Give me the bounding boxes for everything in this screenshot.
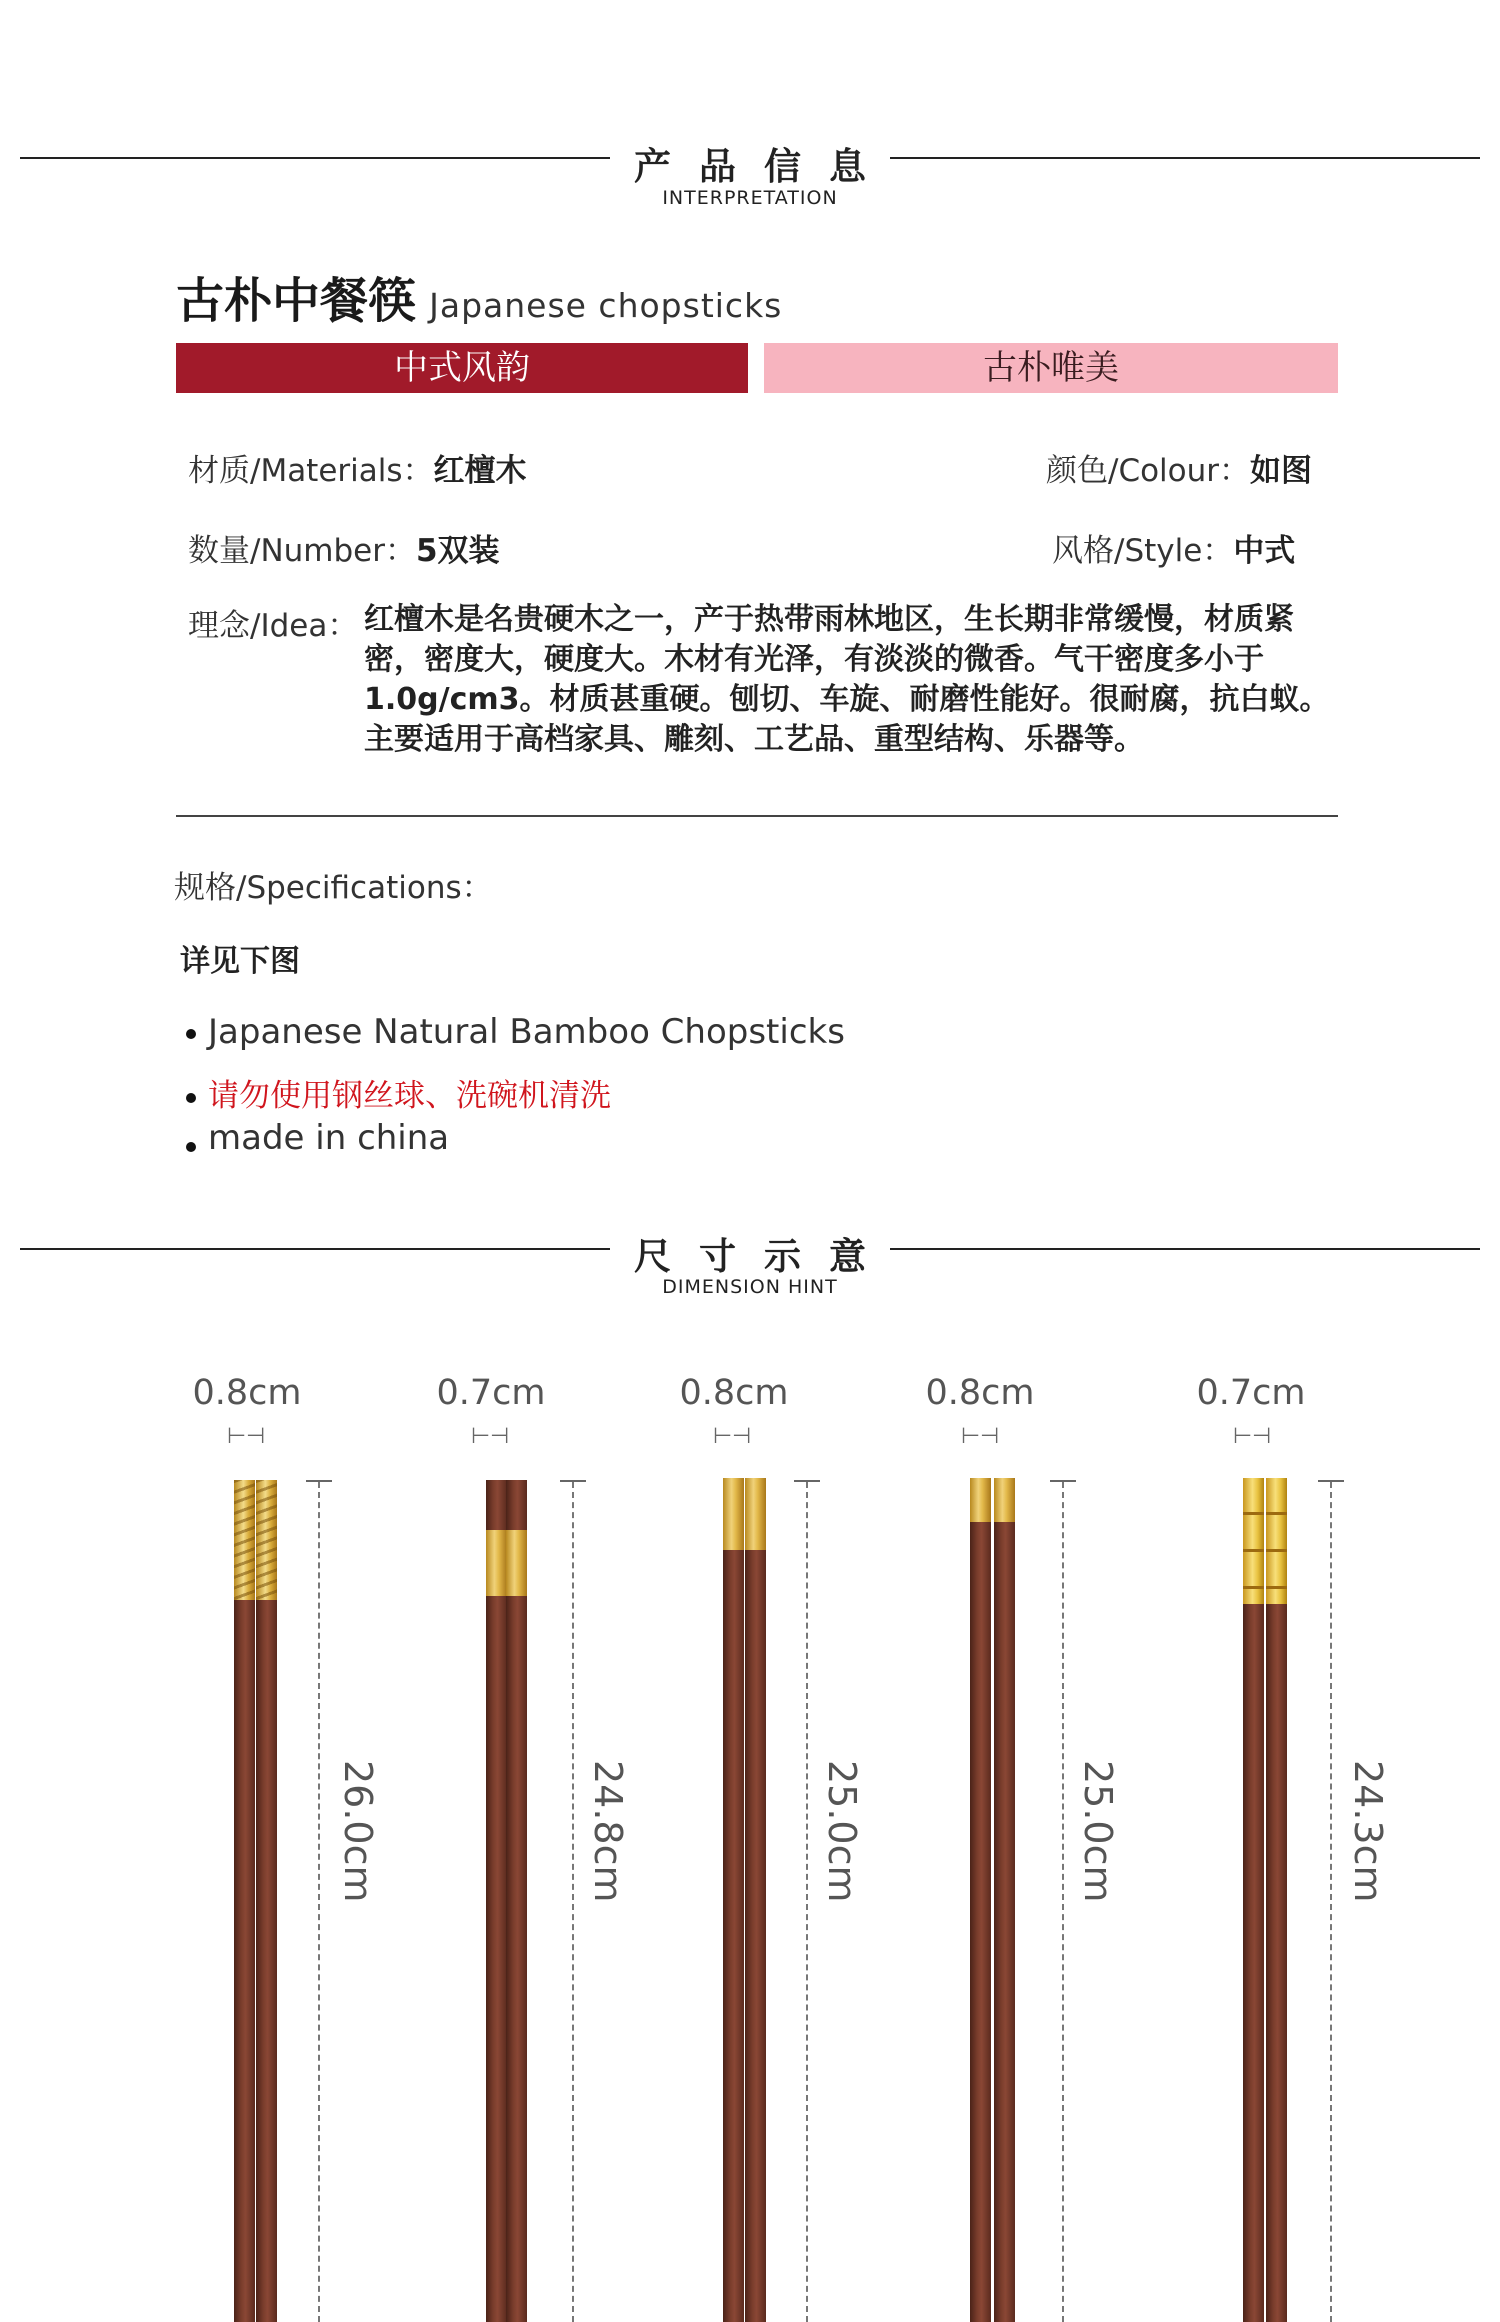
chopstick bbox=[1243, 1480, 1264, 2322]
attr-idea-label: 理念/Idea： bbox=[188, 608, 359, 644]
chopstick-cap bbox=[994, 1478, 1015, 1522]
product-title-en: Japanese chopsticks bbox=[429, 286, 783, 325]
product-title bbox=[176, 262, 782, 331]
dimension-line bbox=[1062, 1482, 1064, 2322]
chopstick bbox=[1266, 1480, 1287, 2322]
attr-number bbox=[188, 525, 500, 570]
section-dimension-title: 尺寸示意 bbox=[634, 1235, 894, 1278]
width-mark: ⊢⊣ bbox=[712, 1424, 752, 1449]
chopstick bbox=[994, 1480, 1015, 2322]
specs-sub: 详见下图 bbox=[180, 944, 300, 979]
chopstick-cap bbox=[234, 1480, 255, 1600]
attr-number-value: 5双装 bbox=[415, 533, 500, 569]
bullet-dot-icon bbox=[186, 1142, 196, 1152]
chopstick-cap-fu bbox=[745, 1478, 766, 1550]
chopstick-cap bbox=[486, 1530, 507, 1596]
width-mark: ⊢⊣ bbox=[470, 1424, 510, 1449]
attr-colour-label: 颜色/Colour： bbox=[1046, 453, 1251, 489]
chopstick-cap bbox=[256, 1480, 277, 1600]
dimension-line bbox=[1330, 1482, 1332, 2322]
bullet-text: made in china bbox=[208, 1118, 450, 1158]
width-label: 0.7cm bbox=[436, 1373, 546, 1413]
banner-chinese-style: 中式风韵 bbox=[176, 343, 748, 393]
chopstick-cap bbox=[1243, 1478, 1264, 1604]
chopstick bbox=[256, 1480, 277, 2322]
attr-materials-label: 材质/Materials： bbox=[188, 453, 434, 489]
length-label: 25.0cm bbox=[820, 1760, 864, 1903]
banner-rustic-beauty: 古朴唯美 bbox=[764, 343, 1338, 393]
attr-materials-value: 红檀木 bbox=[433, 453, 527, 489]
attr-style bbox=[1052, 525, 1295, 570]
list-item-warning bbox=[186, 1070, 611, 1115]
attr-colour bbox=[1046, 445, 1312, 490]
bullet-text: Japanese Natural Bamboo Chopsticks bbox=[208, 1012, 845, 1052]
length-label: 26.0cm bbox=[336, 1760, 380, 1903]
divider bbox=[176, 815, 1338, 817]
attr-style-label: 风格/Style： bbox=[1052, 533, 1234, 569]
attr-style-value: 中式 bbox=[1233, 533, 1296, 569]
chopstick-cap bbox=[970, 1478, 991, 1522]
bullet-text: 请勿使用钢丝球、洗碗机清洗 bbox=[208, 1078, 611, 1114]
list-item bbox=[186, 1012, 845, 1052]
section-info-title: 产品信息 bbox=[634, 145, 894, 188]
chopstick-cap bbox=[1266, 1478, 1287, 1604]
chopstick-cap-fu bbox=[723, 1478, 744, 1550]
list-item bbox=[186, 1118, 449, 1158]
chopstick bbox=[486, 1480, 507, 2322]
width-label: 0.8cm bbox=[192, 1373, 302, 1413]
chopstick bbox=[506, 1480, 527, 2322]
width-mark: ⊢⊣ bbox=[1232, 1424, 1272, 1449]
section-dimension-subtitle: DIMENSION HINT bbox=[662, 1276, 838, 1298]
width-mark: ⊢⊣ bbox=[226, 1424, 266, 1449]
section-info-subtitle: INTERPRETATION bbox=[662, 187, 838, 209]
width-mark: ⊢⊣ bbox=[960, 1424, 1000, 1449]
chopstick bbox=[970, 1480, 991, 2322]
chopstick-cap bbox=[506, 1530, 527, 1596]
dimension-line bbox=[806, 1482, 808, 2322]
width-label: 0.8cm bbox=[679, 1373, 789, 1413]
attr-materials bbox=[188, 445, 527, 490]
chopstick bbox=[723, 1480, 744, 2322]
chopstick bbox=[234, 1480, 255, 2322]
width-label: 0.8cm bbox=[925, 1373, 1035, 1413]
bullet-dot-icon bbox=[186, 1029, 196, 1039]
attr-number-label: 数量/Number： bbox=[188, 533, 416, 569]
bullet-dot-icon bbox=[186, 1093, 196, 1103]
dimension-line bbox=[572, 1482, 574, 2322]
chopstick bbox=[745, 1480, 766, 2322]
dimension-line bbox=[318, 1482, 320, 2322]
length-label: 24.8cm bbox=[586, 1760, 630, 1903]
attr-colour-value: 如图 bbox=[1250, 453, 1313, 489]
length-label: 24.3cm bbox=[1346, 1760, 1390, 1903]
product-title-cn: 古朴中餐筷 bbox=[176, 273, 417, 329]
length-label: 25.0cm bbox=[1076, 1760, 1120, 1903]
width-label: 0.7cm bbox=[1196, 1373, 1306, 1413]
specs-label: 规格/Specifications： bbox=[174, 870, 493, 906]
attr-idea-text: 红檀木是名贵硬木之一，产于热带雨林地区，生长期非常缓慢，材质紧密，密度大，硬度大。木材有光泽，有淡淡的微香。气干密度多小于1.0g/cm3。材质甚重硬。刨切、车旋、耐磨性能好。很耐腐，抗白蚁。主要适用于高档家具、雕刻、工艺品、重型结构、乐器等。 bbox=[364, 602, 1330, 757]
